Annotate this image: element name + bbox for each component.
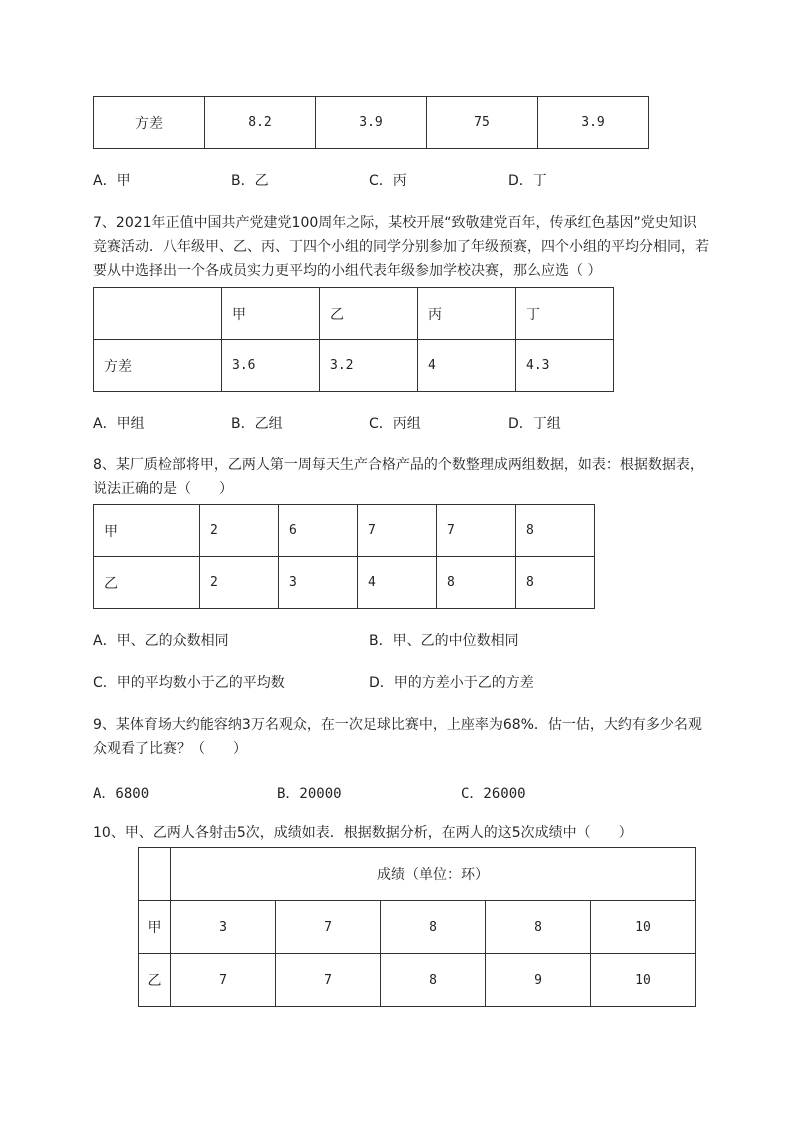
- q7-row-label: 方差: [94, 340, 222, 392]
- q7-header-cell: 丙: [418, 288, 516, 340]
- q10-value: 8: [381, 954, 486, 1007]
- q7-header-cell: [94, 288, 222, 340]
- q10-question: [93, 821, 743, 845]
- q10-value: 7: [276, 954, 381, 1007]
- q8-value: 2: [200, 557, 279, 609]
- q7-text-line: 要从中选择出一个各成员实力更平均的小组代表年级参加学校决赛，那么应选（ ）: [93, 263, 602, 279]
- q10-value: 7: [276, 901, 381, 954]
- q8-value: 6: [279, 505, 358, 557]
- q6-option-a[interactable]: A．甲: [93, 173, 131, 189]
- q6-value: 8.2: [205, 97, 316, 149]
- q6-value: 3.9: [316, 97, 427, 149]
- q7-option-b[interactable]: B．乙组: [231, 416, 283, 432]
- q8-value: 2: [200, 505, 279, 557]
- q6-value: 75: [427, 97, 538, 149]
- q6-option-b[interactable]: B．乙: [231, 173, 269, 189]
- q8-option-b[interactable]: B．甲、乙的中位数相同: [369, 633, 519, 649]
- q10-value: 8: [381, 901, 486, 954]
- q7-option-d[interactable]: D．丁组: [508, 416, 561, 432]
- q7-header-cell: 甲: [222, 288, 320, 340]
- q8-value: 8: [516, 505, 595, 557]
- q10-value: 10: [591, 901, 696, 954]
- q9-text-line: 众观看了比赛？（ ）: [93, 741, 247, 757]
- q8-value: 8: [437, 557, 516, 609]
- q10-value: 10: [591, 954, 696, 1007]
- q8-value: 3: [279, 557, 358, 609]
- q8-value: 4: [358, 557, 437, 609]
- q6-option-c[interactable]: C．丙: [369, 173, 407, 189]
- q10-row-label: 乙: [139, 954, 171, 1007]
- q8-row-label: 乙: [94, 557, 200, 609]
- q8-option-c[interactable]: C．甲的平均数小于乙的平均数: [93, 675, 285, 691]
- q8-text-line: 8、某厂质检部将甲，乙两人第一周每天生产合格产品的个数整理成两组数据，如表：根据数据表，: [93, 457, 704, 473]
- q10-text-line: 10、甲、乙两人各射击5次，成绩如表．根据数据分析，在两人的这5次成绩中（ ）: [93, 825, 633, 841]
- q9-option-a[interactable]: A．6800: [93, 786, 150, 802]
- q7-header-cell: 乙: [320, 288, 418, 340]
- q8-data-table: [93, 504, 595, 609]
- q7-value: 3.2: [320, 340, 418, 392]
- q7-text-line: 竞赛活动．八年级甲、乙、丙、丁四个小组的同学分别参加了年级预赛，四个小组的平均分相同，若: [93, 239, 709, 255]
- q6-row-label: 方差: [94, 97, 205, 149]
- q8-option-a[interactable]: A．甲、乙的众数相同: [93, 633, 229, 649]
- q8-text-line: 说法正确的是（ ）: [93, 481, 233, 497]
- q10-score-table: [138, 847, 696, 1007]
- q8-value: 7: [437, 505, 516, 557]
- q8-row-label: 甲: [94, 505, 200, 557]
- q10-header: 成绩（单位：环）: [171, 848, 696, 901]
- q9-option-b[interactable]: B．20000: [277, 786, 342, 802]
- q10-corner-cell: [139, 848, 171, 901]
- q8-question: [93, 453, 743, 501]
- q6-variance-table: [93, 96, 649, 149]
- q7-value: 4: [418, 340, 516, 392]
- q7-header-cell: 丁: [516, 288, 614, 340]
- q7-option-c[interactable]: C．丙组: [369, 416, 421, 432]
- q7-value: 3.6: [222, 340, 320, 392]
- q7-option-a[interactable]: A．甲组: [93, 416, 145, 432]
- q7-text-line: 7、2021年正值中国共产党建党100周年之际，某校开展“致敬建党百年，传承红色基因”党史知识: [93, 215, 697, 231]
- q9-option-c[interactable]: C．26000: [461, 786, 526, 802]
- q8-option-d[interactable]: D．甲的方差小于乙的方差: [369, 675, 534, 691]
- q10-value: 7: [171, 954, 276, 1007]
- q10-value: 3: [171, 901, 276, 954]
- q7-question: [93, 211, 743, 283]
- q8-value: 8: [516, 557, 595, 609]
- q10-value: 9: [486, 954, 591, 1007]
- q8-value: 7: [358, 505, 437, 557]
- q7-value: 4.3: [516, 340, 614, 392]
- q6-option-d[interactable]: D．丁: [508, 173, 547, 189]
- q10-value: 8: [486, 901, 591, 954]
- q7-variance-table: [93, 287, 614, 392]
- q6-value: 3.9: [538, 97, 649, 149]
- q10-row-label: 甲: [139, 901, 171, 954]
- q9-text-line: 9、某体育场大约能容纳3万名观众，在一次足球比赛中，上座率为68%．估一估，大约有多少名观: [93, 717, 702, 733]
- q9-question: [93, 713, 743, 761]
